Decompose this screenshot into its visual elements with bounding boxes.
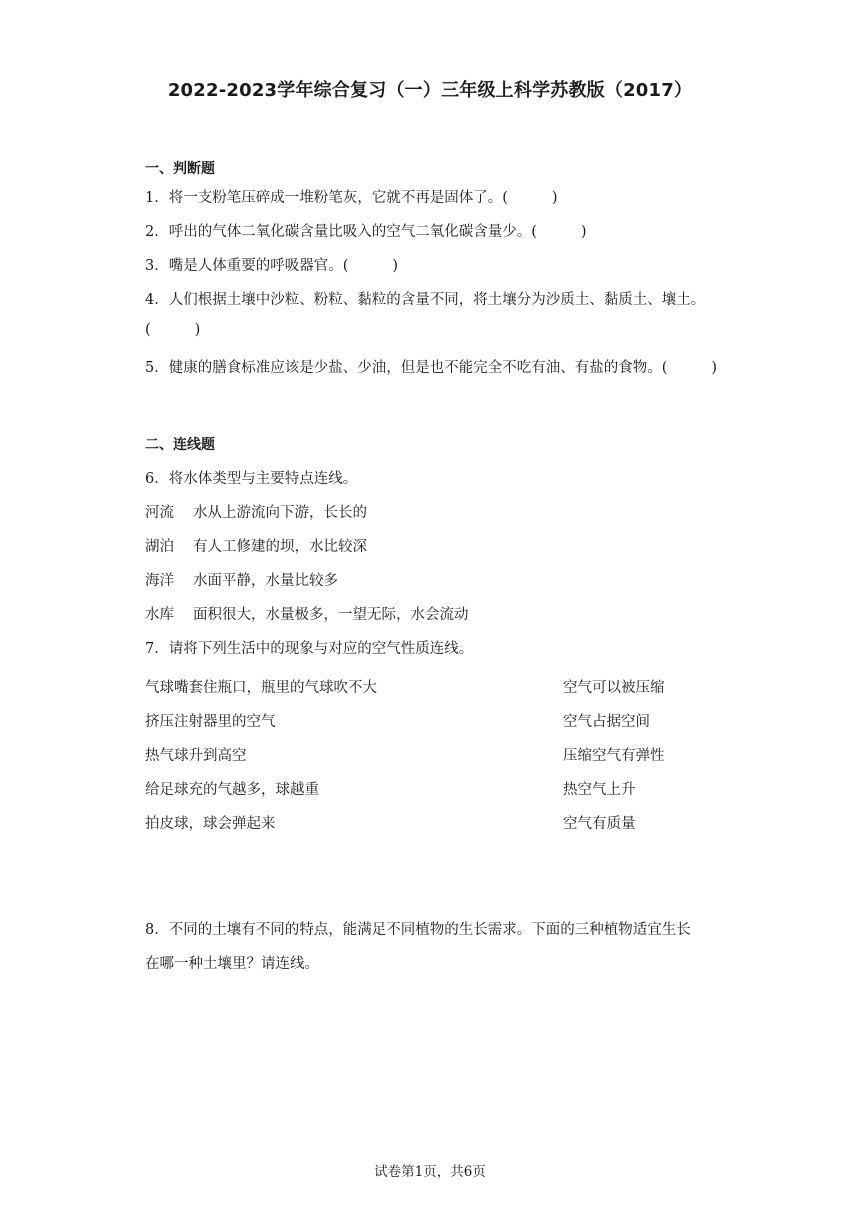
question-text: 将水体类型与主要特点连线。 (168, 471, 358, 487)
water-body-feature[interactable]: 有人工修建的坝，水比较深 (193, 539, 367, 555)
question-number: 4． (145, 292, 169, 308)
phenomenon-item[interactable]: 挤压注射器里的空气 (145, 714, 276, 730)
match-row (145, 501, 367, 522)
section-heading-judgement: 一、判断题 (145, 161, 215, 177)
question-5 (145, 356, 717, 377)
question-number: 7． (145, 641, 169, 657)
water-body-name[interactable]: 河流 (145, 505, 174, 521)
question-number: 2． (145, 224, 169, 240)
water-body-feature[interactable]: 面积很大，水量极多，一望无际，水会流动 (193, 607, 469, 623)
question-number: 3． (145, 258, 169, 274)
phenomenon-item[interactable]: 热气球升到高空 (145, 748, 247, 764)
paren-open: ( (145, 322, 151, 338)
page-title: 2022-2023学年综合复习（一）三年级上科学苏教版（2017） (167, 80, 693, 101)
question-4-answer-line (145, 322, 200, 338)
water-body-feature[interactable]: 水从上游流向下游，长长的 (193, 505, 367, 521)
question-4 (145, 288, 705, 309)
question-number: 8． (145, 922, 169, 938)
air-property-item[interactable]: 空气可以被压缩 (563, 680, 665, 696)
question-number: 6． (145, 471, 169, 487)
phenomenon-item[interactable]: 气球嘴套住瓶口，瓶里的气球吹不大 (145, 680, 377, 696)
water-body-name[interactable]: 湖泊 (145, 539, 174, 555)
phenomenon-item[interactable]: 给足球充的气越多，球越重 (145, 782, 319, 798)
paren-close: ) (194, 322, 201, 338)
question-8-continued: 在哪一种土壤里？请连线。 (145, 956, 319, 972)
question-text: 嘴是人体重要的呼吸器官。( (168, 258, 349, 274)
water-body-feature[interactable]: 水面平静，水量比较多 (193, 573, 338, 589)
air-property-item[interactable]: 热空气上升 (563, 782, 636, 798)
paren-close: ) (392, 258, 399, 274)
question-text: 人们根据土壤中沙粒、粉粒、黏粒的含量不同，将土壤分为沙质土、黏质土、壤土。 (168, 292, 706, 308)
question-8 (145, 918, 691, 939)
question-number: 5． (145, 360, 169, 376)
question-text: 将一支粉笔压碎成一堆粉笔灰，它就不再是固体了。( (168, 190, 508, 206)
air-property-item[interactable]: 空气占据空间 (563, 714, 650, 730)
question-number: 1． (145, 190, 169, 206)
section-heading-matching: 二、连线题 (145, 437, 215, 453)
question-text: 不同的土壤有不同的特点，能满足不同植物的生长需求。下面的三种植物适宜生长 (168, 922, 691, 938)
paren-close: ) (580, 224, 587, 240)
paren-close: ) (711, 360, 718, 376)
question-text: 健康的膳食标准应该是少盐、少油，但是也不能完全不吃有油、有盐的食物。( (168, 360, 668, 376)
paren-close: ) (551, 190, 558, 206)
page-footer: 试卷第1页，共6页 (374, 1164, 486, 1180)
water-body-name[interactable]: 水库 (145, 607, 174, 623)
air-property-item[interactable]: 压缩空气有弹性 (563, 748, 665, 764)
question-6 (145, 467, 357, 488)
question-3 (145, 254, 398, 275)
match-row (145, 535, 367, 556)
phenomenon-item[interactable]: 拍皮球，球会弹起来 (145, 816, 276, 832)
match-row (145, 569, 338, 590)
question-text: 呼出的气体二氧化碳含量比吸入的空气二氧化碳含量少。( (168, 224, 537, 240)
match-row (145, 603, 469, 624)
air-property-item[interactable]: 空气有质量 (563, 816, 636, 832)
question-text: 请将下列生活中的现象与对应的空气性质连线。 (168, 641, 474, 657)
water-body-name[interactable]: 海洋 (145, 573, 174, 589)
question-1 (145, 186, 558, 207)
question-7 (145, 637, 473, 658)
question-2 (145, 220, 587, 241)
